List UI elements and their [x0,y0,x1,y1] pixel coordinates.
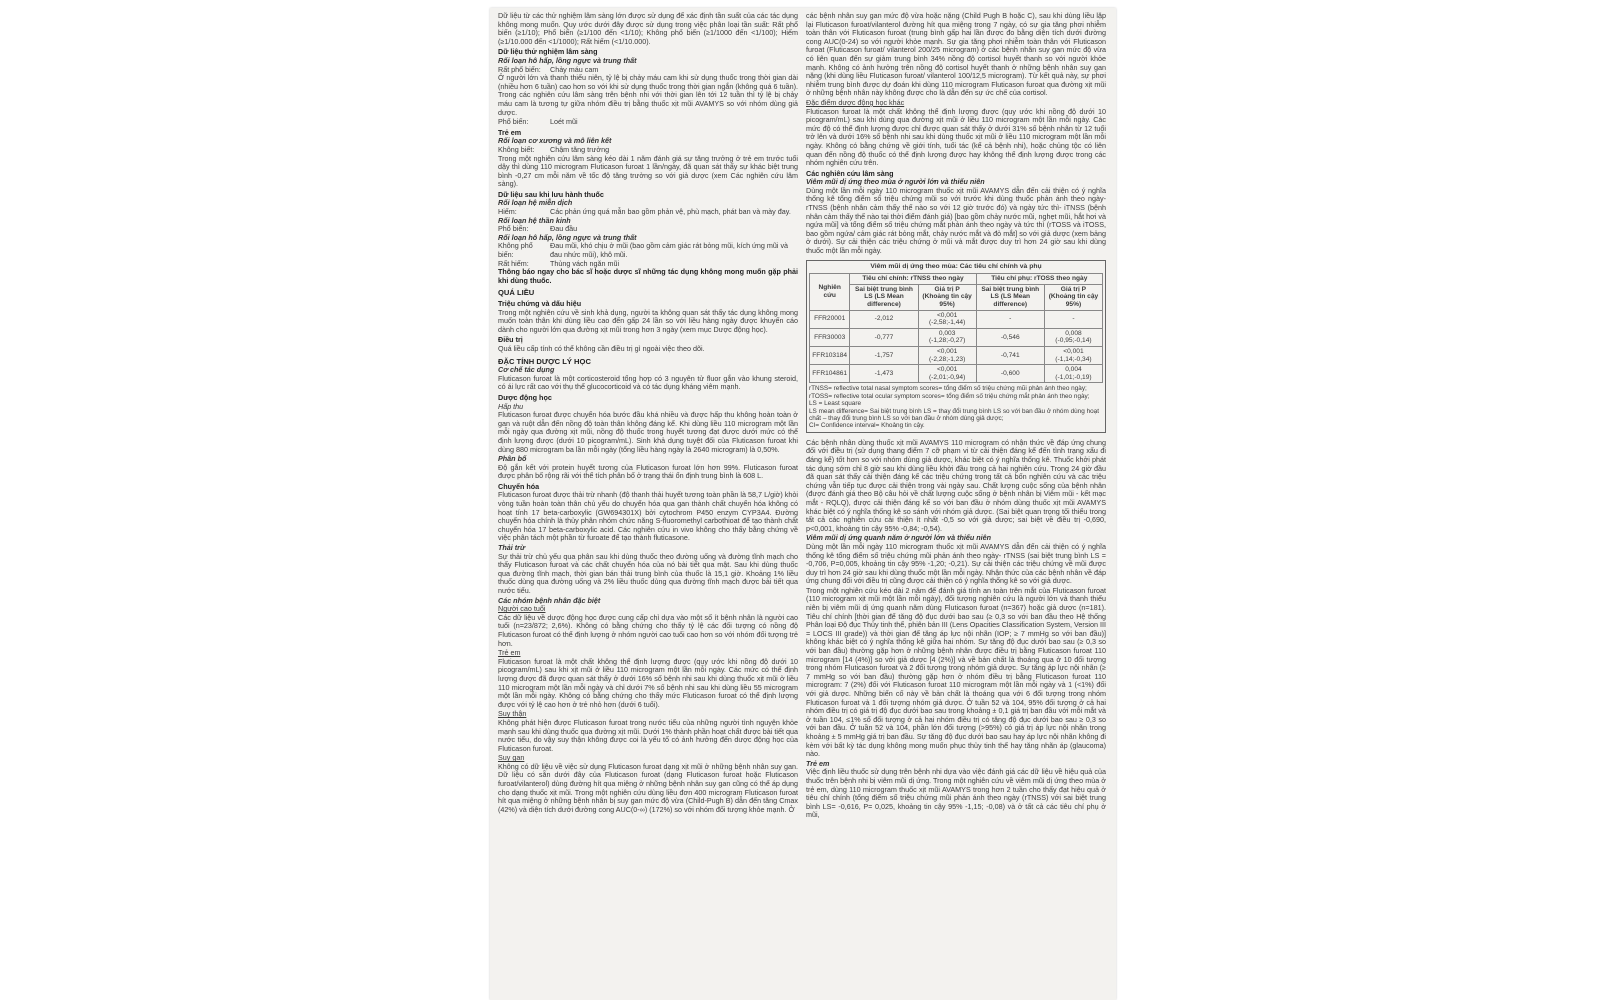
section-heading: Điều trị [498,335,523,345]
paragraph: Trong một nghiên cứu về sinh khả dụng, người ta không quan sát thấy tác dụng không mong muốn toàn thân khi dùng liều cao đến gấp 24 lần so với liều hàng ngày được khuyến cáo dành cho người lớn qua đường xịt mũi trong hơn 3 ngày (xem mục Dược động học). [498,307,798,334]
section-heading: QUÁ LIỀU [498,288,535,298]
subsection-heading: Rối loạn cơ xương và mô liên kết [498,136,612,146]
table-footnote: LS mean difference= Sai biệt trung bình LS = thay đổi trung bình LS so với ban đầu ở nhóm dùng hoạt chất – thay đổi trung bình LS so với ban đầu ở nhóm dùng giả dược; [809,407,1100,422]
paragraph: Dùng một lần mỗi ngày 110 microgram thuốc xịt mũi AVAMYS dẫn đến cải thiện có ý nghĩa thống kê tổng điểm số triệu chứng mũi phản ánh theo ngày- rTNSS (sai biệt trung bình LS = -0,706, P=0,005, khoảng tin cậy 95% -1,20; -0,21). Sự cải thiện các triệu chứng về mũi được duy trì hơn 24 giờ sau khi dùng thuốc một lần mỗi ngày. Nhận thức của các bệnh nhân về đáp ứng chung đối với điều trị cũng được cải thiện có ý nghĩa thống kê so với giả dược. [806,541,1106,586]
paragraph: Không phát hiện được Fluticason furoat trong nước tiểu của những người tình nguyện khỏe mạnh sau khi dùng thuốc qua đường xịt mũi. Dưới 1% thành phần hoạt chất được bài tiết qua nước tiểu, do vậy suy thận không được coi là yếu tố có ảnh hưởng đến dược động học của Fluticason furoat. [498,717,798,753]
leaflet-page [490,8,1116,1000]
paragraph: Fluticason furoat là một chất không thể định lượng được (quy ước khi nồng độ dưới 10 picogram/mL) sau khi xịt mũi ở liều 110 microgram một lần mỗi ngày. Các mức có thể định lượng được đã được quan sát thấy ở dưới 16% số bệnh nhi sau khi dùng thuốc xịt mũi ở liều 110 microgram một lần mỗi ngày và chỉ dưới 7% số bệnh nhi sau khi dùng liều 55 microgram một lần mỗi ngày. Không có bằng chứng cho thấy mức Fluticason furoat có thể định lượng được với tỷ lệ cao hơn ở trẻ nhỏ hơn (dưới 6 tuổi). [498,656,798,709]
frequency-intro: Dữ liệu từ các thử nghiệm lâm sàng lớn được sử dụng để xác định tần suất của các tác dụng không mong muốn. Quy ước dưới đây được sử dụng trong việc phân loại tần suất: Rất phổ biến (≥1/10); Phổ biến (≥1/100 đến <1/10); Không phổ biến (≥1/1000 đến <1/100); Hiếm (≥1/10.000 đến <1/1000); Rất hiếm (<1/10.000). [498,12,798,46]
left-column [498,12,798,998]
subsection-heading: Người cao tuổi [498,604,546,614]
paragraph: Độ gắn kết với protein huyết tương của Fluticason furoat lớn hơn 99%. Fluticason furoat được phân bố rộng rãi với thể tích phân bố ở trạng thái ổn định trung bình là 608 L. [498,462,798,481]
section-heading: ĐẶC TÍNH DƯỢC LÝ HỌC [498,356,591,366]
subsection-heading: Rối loạn hô hấp, lồng ngực và trung thất [498,55,637,65]
table-row: FFR30003 -0,777 0,003 (-1,28;-0,27) -0,546 0,008 (-0,95;-0,14) [810,328,1103,346]
paragraph: Ở người lớn và thanh thiếu niên, tỷ lệ bị chảy máu cam khi sử dụng thuốc trong thời gian dài (nhiều hơn 6 tuần) cao hơn so với khi sử dụng thuốc trong thời gian ngắn (không quá 6 tuần). Trong các nghiên cứu lâm sàng trên bệnh nhi với thời gian lên tới 12 tuần thì tỷ lệ bị chảy máu cam là tương tự giữa nhóm điều trị bằng thuốc xịt mũi AVAMYS so với nhóm dùng giả dược. [498,73,798,117]
table-header: Sai biệt trung bình LS (LS Mean difference) [850,284,918,310]
paragraph: các bệnh nhân suy gan mức độ vừa hoặc nặng (Child Pugh B hoặc C), sau khi dùng liều lặp lại Fluticason furoat/vilanterol đường hít qua miệng trong 7 ngày, có sự gia tăng phơi nhiễm toàn thân với Fluticason furoat (trung bình gấp hai lần được đo bằng diện tích dưới đường cong AUC(0-24) so với người khỏe mạnh. Sự gia tăng phơi nhiễm toàn thân với Fluticason furoat (Fluticason furoat/ vilanterol 200/25 microgram) ở các bệnh nhân suy gan mức độ vừa có liên quan đến sự giảm trung bình 34% nồng độ cortisol huyết thanh so với người khỏe mạnh. Không có ảnh hưởng trên nồng độ cortisol huyết thanh ở những bệnh nhân suy gan nặng (khi dùng liều Fluticason furoat/ vilanterol 100/12,5 microgram). Từ kết quả này, sự phơi nhiễm trung bình được dự đoán khi dùng 110 microgram Fluticason furoat qua đường xịt mũi ở những bệnh nhân này không được cho là dẫn đến sự ức chế của cortisol. [806,12,1106,98]
subsection-heading: Trẻ em [806,758,830,768]
paragraph: Sự thải trừ chủ yếu qua phân sau khi dùng thuốc theo đường uống và đường tĩnh mạch cho thấy Fluticason furoat và các chất chuyển hóa của nó bài tiết qua mật. Sau khi dùng thuốc qua đường tĩnh mạch, thời gian bán thải trung bình của thuốc là 15,1 giờ. Khoảng 1% liều thuốc dùng qua đường uống và 2% liều thuốc dùng qua đường tĩnh mạch được bài tiết qua nước tiểu. [498,551,798,595]
results-table [809,273,1103,383]
paragraph: Các bệnh nhân dùng thuốc xịt mũi AVAMYS 110 microgram có nhận thức về đáp ứng chung đối với điều trị (sử dụng thang điểm 7 cỡ phạm vi từ cải thiện đáng kể đến tình trạng xấu đi đáng kể) tốt hơn so với nhóm dùng giả dược, khác biệt có ý nghĩa thống kê. Thuốc khởi phát tác dụng sớm chỉ 8 giờ sau khi dùng liều khởi đầu trong cả hai nghiên cứu. Trong 24 giờ đầu đã quan sát thấy cải thiện đáng kể các triệu chứng trong tất cả bốn nghiên cứu và các triệu chứng vẫn tiếp tục được cải thiện trong vài ngày sau. Chất lượng cuộc sống của bệnh nhân (được đánh giá theo Bộ câu hỏi về chất lượng cuộc sống ở bệnh nhân bị Viêm mũi - kết mạc mắt - RQLQ), được cải thiện đáng kể so với ban đầu ở nhóm dùng thuốc xịt mũi AVAMYS khác biệt có ý nghĩa thống kê so sánh với nhóm giả dược. (Sai biệt quan trọng tối thiểu trong tất cả các nghiên cứu cải thiện ít nhất -0,5 so với giả dược; sai biệt về điều trị -0,690, p<0,001, khoảng tin cậy 95% -0,84; -0,54). [806,437,1106,533]
frequency-row: Rất phổ biến: Chảy máu cam [498,64,599,74]
paragraph: Trong một nghiên cứu kéo dài 2 năm để đánh giá tính an toàn trên mắt của Fluticason furoat (110 microgram xịt mũi một lần mỗi ngày), đối tượng nghiên cứu là người lớn và thanh thiếu niên bị viêm mũi dị ứng quanh năm dùng Fluticason furoat (n=367) hoặc giả dược (n=181). Tiêu chí chính [thời gian để tăng độ đục dưới bao sau (≥ 0,3 so với ban đầu theo Hệ thống Phân loại Độ đục Thủy tinh thể, phiên bản III (Lens Opacities Classification System, Version III = LOCS III grade)) và thời gian để tăng áp lực nội nhãn (IOP; ≥ 7 mmHg so với ban đầu)] không khác biệt có ý nghĩa thống kê giữa hai nhóm. Sự tăng độ đục dưới bao sau (≥ 0,3 so với ban đầu) thường gặp hơn ở những bệnh nhân được điều trị bằng Fluticason furoat 110 microgram [14 (4%)] so với giả dược [4 (2%)] và về bản chất là thoáng qua ở 10 đối tượng trong nhóm Fluticason furoat và 2 đối tượng trong nhóm giả dược. Sự tăng áp lực nội nhãn (≥ 7 mmHg so với ban đầu) thường gặp hơn ở nhóm điều trị bằng Fluticason furoat 110 microgram: 7 (2%) đối với Fluticason furoat 110 microgram một lần mỗi ngày và 1 (<1%) đối với giả dược. Những biến cố này về bản chất là thoáng qua với 6 đối tượng trong nhóm Fluticason furoat và 1 đối tượng nhóm giả dược. Ở tuần 52 và 104, 95% đối tượng ở cả hai nhóm điều trị có giá trị độ đục dưới bao sau trong khoảng ± 0,1 giá trị ban đầu với mỗi mắt và ở tuần 104, ≤1% số đối tượng ở cả hai nhóm điều trị có tăng độ đục dưới bao sau ≥ 0,3 so với ban đầu. Ở tuần 52 và 104, phần lớn đối tượng (>95%) có giá trị áp lực nội nhãn trong khoảng ± 5 mmHg giá trị ban đầu. Sự tăng độ đục dưới bao sau hay áp lực nội nhãn không đi kèm với bất kỳ tác dụng không mong muốn phục thủy tinh thể hay tăng nhãn áp (glaucoma) nào. [806,585,1106,759]
section-heading: Dữ liệu thử nghiệm lâm sàng [498,47,598,57]
subsection-heading: Viêm mũi dị ứng theo mùa ở người lớn và thiếu niên [806,177,985,187]
frequency-row: Phổ biến: Loét mũi [498,117,578,127]
section-heading: Các nghiên cứu lâm sàng [806,168,894,178]
table-title: Viêm mũi dị ứng theo mùa: Các tiêu chí chính và phụ [870,262,1042,270]
right-column [806,12,1106,998]
paragraph: Các dữ liệu về dược động học được cung cấp chỉ dựa vào một số ít bệnh nhân là người cao tuổi (n=23/872; 2,6%). Không có bằng chứng cho thấy tỷ lệ các đối tượng có nồng độ Fluticason furoat có thể định lượng ở nhóm người cao tuổi cao hơn so với nhóm đối tượng trẻ hơn. [498,612,798,648]
section-heading: Chuyển hóa [498,481,540,491]
subsection-heading: Thải trừ [498,543,526,553]
subsection-heading: Rối loạn hệ thần kinh [498,215,571,225]
table-row: FFR104861 -1,473 <0,001 (-2,01;-0,94) -0,600 0,004 (-1,01;-0,19) [810,365,1103,383]
subsection-heading: Cơ chế tác dụng [498,365,555,375]
paragraph: Fluticason furoat là một corticosteroid tổng hợp có 3 nguyên tử fluor gắn vào khung steroid, có ái lực rất cao với thụ thể glucocorticoid và có tác dụng kháng viêm mạnh. [498,373,798,392]
table-footnote: LS = Least square [809,400,862,408]
table-header: Nghiên cứu [810,274,850,310]
table-header: Tiêu chí phụ: rTOSS theo ngày [976,274,1102,285]
subsection-heading: Hấp thu [498,401,524,411]
notice-text: Thông báo ngay cho bác sĩ hoặc dược sĩ những tác dụng không mong muốn gặp phải khi dùng thuốc. [498,267,798,285]
table-row: FFR20001 -2,012 <0,001 (-2,58;-1,44) - - [810,310,1103,328]
subsection-heading: Rối loạn hệ miễn dịch [498,198,573,208]
results-table-box [806,260,1106,433]
frequency-row: Phổ biến: Đau đầu [498,224,578,234]
section-heading: Triệu chứng và dấu hiệu [498,299,582,308]
paragraph: Fluticason furoat là một chất không thể định lượng được (quy ước khi nồng độ dưới 10 picogram/mL) sau khi dùng qua đường xịt mũi ở liều 110 microgram một lần mỗi ngày. Các mức độ có thể định lượng được chỉ được quan sát thấy ở dưới 31% số bệnh nhân từ 12 tuổi trở lên và dưới 16% số bệnh nhi sau khi dùng thuốc xịt mũi ở liều 110 microgram một lần mỗi ngày. Không có bằng chứng về giới tính, tuổi tác (kể cả bệnh nhi), hoặc chủng tộc có liên quan đến nồng độ thuốc có thể định lượng được hay không thể định lượng được trong các nhóm nghiên cứu trên. [806,106,1106,168]
frequency-row: Không biết: Chậm tăng trưởng [498,144,610,154]
paragraph: Việc định liều thuốc sử dụng trên bệnh nhi dựa vào việc đánh giá các dữ liệu về hiệu quả của thuốc trên bệnh nhi bị viêm mũi dị ứng. Trong một nghiên cứu về viêm mũi dị ứng theo mùa ở trẻ em, dùng 110 microgram thuốc xịt mũi AVAMYS trong hơn 2 tuần cho thấy đạt hiệu quả ở tiêu chí chính (tổng điểm số triệu chứng mũi phản ánh theo ngày (rTNSS) với sai biệt trung bình LS= -0,616, P= 0,025, khoảng tin cậy 95% -1,15; -0,08) và ở tất cả các tiêu chí phụ ở mũi, [806,767,1106,820]
subsection-heading: Trẻ em [498,648,521,658]
frequency-row: Hiếm: Các phản ứng quá mẫn bao gồm phản vệ, phù mạch, phát ban và mày đay. [498,207,791,217]
section-heading: Trẻ em [498,127,522,137]
subsection-heading: Suy gan [498,753,525,763]
paragraph: Không có dữ liệu về việc sử dụng Fluticason furoat dạng xịt mũi ở những bệnh nhân suy gan. Dữ liệu có sẵn dưới đây của Fluticason furoat (dạng Fluticason furoat hoặc Fluticason furoat/vilanterol) dùng đường hít qua miệng ở những bệnh nhân suy gan cũng có thể áp dụng cho dạng thuốc xịt mũi. Trong một nghiên cứu dùng liều đơn 400 microgram Fluticason furoat hít qua miệng ở những bệnh nhân bị suy gan mức độ vừa (Child-Pugh B) dẫn đến tăng Cmax (42%) và diện tích dưới đường cong AUC(0-∞) (172%) so với nhóm đối tượng khỏe mạnh. Ở [498,761,798,814]
table-header: Tiêu chí chính: rTNSS theo ngày [850,274,976,285]
paragraph: Fluticason furoat được chuyển hóa bước đầu khá nhiều và được hấp thu không hoàn toàn ở gan và ruột dẫn đến nồng độ toàn thân không đáng kể. Khi dùng liều 110 microgram một lần mỗi ngày qua đường xịt mũi, nồng độ thuốc trong huyết tương đạt được dưới mức có thể định lượng được (dưới 10 picogram/mL). Sinh khả dụng tuyệt đối của Fluticason furoat khi dùng 880 microgram ba lần mỗi ngày (tổng liều hàng ngày là 2640 microgram) là 0,50%. [498,410,798,454]
frequency-row: Không phổ biến: Đau mũi, khó chịu ở mũi (bao gồm cảm giác rát bỏng mũi, kích ứng mũi và đau nhức mũi), khô mũi. [498,241,789,260]
frequency-row: Rất hiếm: Thủng vách ngăn mũi [498,258,620,268]
table-header: Giá trị P (Khoảng tin cậy 95%) [918,284,976,310]
subsection-heading: Rối loạn hô hấp, lồng ngực và trung thất [498,232,637,242]
table-header: Giá trị P (Khoảng tin cậy 95%) [1044,284,1102,310]
section-heading: Dữ liệu sau khi lưu hành thuốc [498,189,604,199]
table-header: Sai biệt trung bình LS (LS Mean difference) [976,284,1044,310]
paragraph: Fluticason furoat được thải trừ nhanh (độ thanh thải huyết tương toàn phần là 58,7 L/giờ) khỏi vòng tuần hoàn toàn thân chủ yếu do chuyển hóa qua gan thành chất chuyển hóa không có hoạt tính 17 beta-carboxylic (GW694301X) bởi cytochrom P450 enzym CYP3A4. Đường chuyển hóa chính là thủy phân nhóm chức năng S-fluoromethyl carbothioat để tạo thành chất chuyển hóa 17 beta-carboxylic acid. Các nghiên cứu in vivo không cho thấy bằng chứng về việc phân tách một phần từ furoate để tạo thành fluticasone. [498,490,798,543]
paragraph: Quá liều cấp tính có thể không cần điều trị gì ngoài việc theo dõi. [498,343,705,353]
section-heading: Dược động học [498,392,552,402]
table-footnote: rTNSS= reflective total nasal symptom scores= tổng điểm số triệu chứng mũi phản ánh theo ngày; [809,385,1087,393]
subsection-heading: Phân bố [498,454,527,464]
subsection-heading: Viêm mũi dị ứng quanh năm ở người lớn và thiếu niên [806,533,992,543]
paragraph: Dùng một lần mỗi ngày 110 microgram thuốc xịt mũi AVAMYS dẫn đến cải thiện có ý nghĩa thống kê tổng điểm số triệu chứng mũi so với trước khi dùng thuốc phản ánh theo ngày- rTNSS (bệnh nhân cảm thấy thế nào so với 12 giờ trước đó) và ngày tức thì- iTNSS (bệnh nhân cảm thấy thế nào tại thời điểm đánh giá) [bao gồm chảy nước mũi, nghẹt mũi, hắt hơi và ngứa mũi] và tổng điểm số triệu chứng mắt phản ánh theo ngày và tức thì (rTOSS và iTOSS, bao gồm ngứa/ cảm giác rát bỏng mắt, chảy nước mắt và đỏ mắt] so với giả dược (xem bảng ở dưới). Sự cải thiện các triệu chứng ở mũi và mắt được duy trì hơn 24 giờ sau khi dùng thuốc một lần mỗi ngày. [806,185,1106,256]
table-footnote: rTOSS= reflective total ocular symptom scores= tổng điểm số triệu chứng mắt phản ánh theo ngày; [809,392,1090,400]
subsection-heading: Các nhóm bệnh nhân đặc biệt [498,595,601,605]
subsection-heading: Đặc điểm dược động học khác [806,97,905,107]
table-footnote: CI= Confidence interval= Khoảng tin cậy. [809,422,925,430]
paragraph: Trong một nghiên cứu lâm sàng kéo dài 1 năm đánh giá sự tăng trưởng ở trẻ em trước tuổi dậy thì dùng 110 microgram Fluticason furoat 1 lần/ngày, đã quan sát thấy sự khác biệt trung bình -0,27 cm mỗi năm về tốc độ tăng trưởng so với giả dược (xem Các nghiên cứu lâm sàng). [498,153,798,189]
subsection-heading: Suy thận [498,709,527,719]
table-row: FFR103184 -1,757 <0,001 (-2,28;-1,23) -0,741 <0,001 (-1,14;-0,34) [810,346,1103,364]
